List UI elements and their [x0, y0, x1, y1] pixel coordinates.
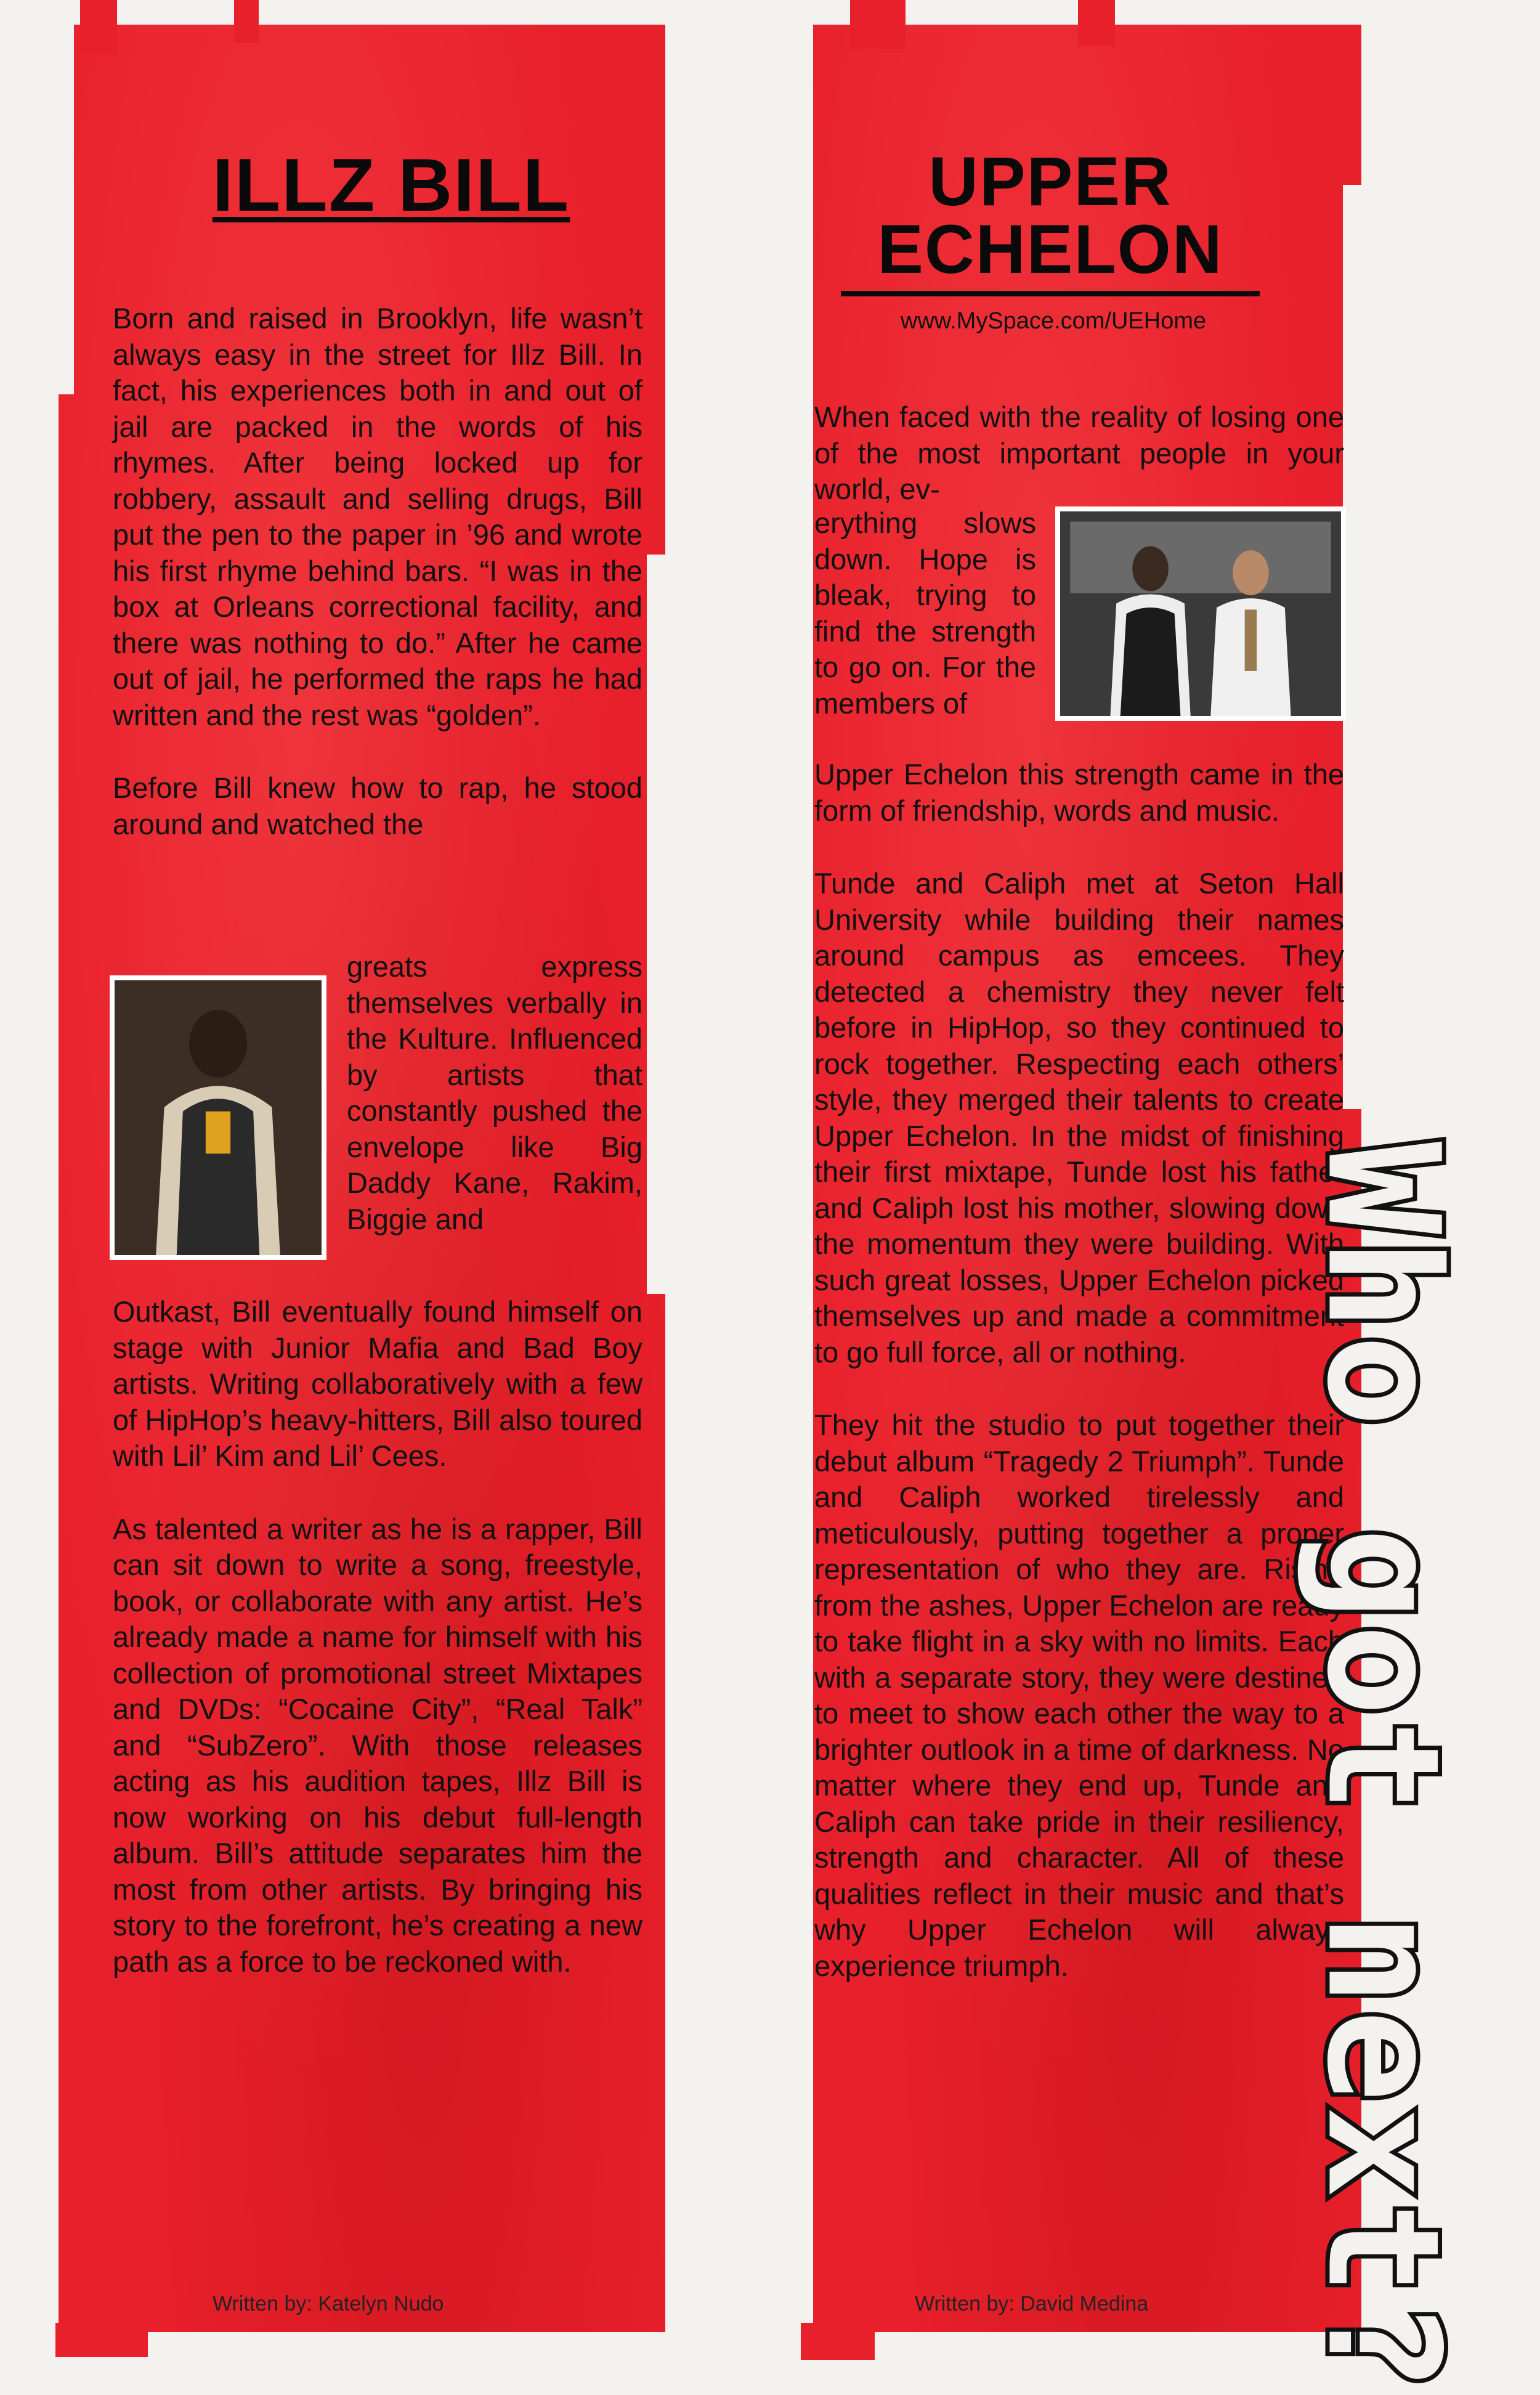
paint-drip — [801, 2323, 875, 2360]
illz-bill-text-block-1 — [113, 301, 642, 842]
illz-bill-photo — [110, 975, 326, 1260]
illz-bill-text-block-2 — [113, 1294, 642, 2017]
paint-drip — [234, 0, 259, 43]
illz-bill-paragraph-1: Born and raised in Brooklyn, life wasn’t always easy in the street for Illz Bill. In fact, his experiences both in and out of jail are packed in the words of his rhymes. After being locked up for robbery, assault and selling drugs, Bill put the pen to the paper in ’96 and wrote his first rhyme behind bars. “I was in the box at Orleans correctional facility, and there was nothing to do.” After he came out of jail, he performed the raps he had written and the rest was “golden”. — [113, 302, 642, 731]
upper-echelon-paragraph-1-beside: erything slows down. Hope is bleak, trying to find the strength to go on. For the members of — [814, 506, 1036, 720]
upper-echelon-paragraph-3: They hit the studio to put together their debut album “Tragedy 2 Triumph”. Tunde and Caliph worked tirelessly and meticulously, putting together a proper representation of who they are. Rising from the ashes, Upper Echelon are ready to take flight in a sky with no limits. Each with a separate story, they were destined to meet to show each other the way to a brighter outlook in a time of darkness. No matter where they end up, Tunde and Caliph can take pride in their resiliency, strength and character. All of these qualities reflect in their music and that’s why Upper Echelon will always experience triumph. — [814, 1409, 1344, 1982]
rough-edge — [55, 25, 74, 394]
upper-echelon-text-beside-photo — [814, 505, 1036, 722]
illz-bill-paragraph-2-beside: greats express themselves verbally in the Kulture. Influenced by artists that constantly pushed the envelope like Big Daddy Kane, Rakim, Biggie and — [347, 950, 642, 1235]
group-photo-icon — [1060, 511, 1341, 716]
person-photo-icon — [115, 980, 322, 1255]
upper-echelon-title-line1: UPPER — [928, 143, 1172, 220]
rough-edge — [1343, 185, 1364, 1109]
upper-echelon-paragraph-1-top: When faced with the reality of losing one of the most important people in your world, ev- — [814, 401, 1344, 505]
upper-echelon-website: www.MySpace.com/UEHome — [900, 308, 1207, 334]
illz-bill-title: ILLZ BILL — [212, 143, 570, 227]
paint-drip — [1078, 0, 1115, 46]
illz-bill-paragraph-3: As talented a writer as he is a rapper, Bill can sit down to write a song, freestyle, book, or collaborate with any artist. He’s already made a name for himself with his collection of promotional street Mixtapes and DVDs: “Cocaine City”, “Real Talk” and “SubZero”. With those releases acting as his audition tapes, Illz Bill is now working on his debut full-length album. Bill’s attitude separates him the most from other artists. By bringing his story to the forefront, he’s creating a new path as a force to be reckoned with. — [113, 1512, 642, 1978]
illz-bill-paragraph-2-top: Before Bill knew how to rap, he stood around and watched the — [113, 771, 642, 840]
illz-bill-paragraph-2-rest: Outkast, Bill eventually found himself on stage with Junior Mafia and Bad Boy artists. Writing collaboratively with a few of HipHop’s heavy-hitters, Bill also toured with Lil’ Kim and Lil’ Cees. — [113, 1295, 642, 1472]
illz-bill-text-beside-photo — [347, 949, 642, 1237]
upper-echelon-photo — [1055, 506, 1346, 721]
upper-echelon-title — [841, 143, 1260, 296]
who-got-next-heading: Who got next? — [1293, 1141, 1473, 2395]
paint-drip — [55, 2323, 148, 2357]
upper-echelon-credit: Written by: David Medina — [915, 2292, 1149, 2316]
side-heading-area — [1260, 1141, 1506, 2395]
illz-bill-credit: Written by: Katelyn Nudo — [213, 2292, 444, 2316]
upper-echelon-text-top — [814, 399, 1344, 508]
rough-edge — [647, 555, 668, 1294]
upper-echelon-paragraph-1-rest: Upper Echelon this strength came in the form of friendship, words and music. — [814, 758, 1344, 827]
paint-drip — [850, 0, 906, 49]
upper-echelon-title-line2: ECHELON — [877, 211, 1223, 288]
paint-drip — [80, 0, 117, 55]
upper-echelon-paragraph-2: Tunde and Caliph met at Seton Hall University while building their names around campus as emcees. They detected a chemistry they never felt before in HipHop, so they continued to rock together. Respecting each others’ style, they merged their talents to create Upper Echelon. In the midst of finishing their first mixtape, Tunde lost his father and Caliph lost his mother, slowing down the momentum they were building. With such great losses, Upper Echelon picked themselves up and made a commitment to go full force, all or nothing. — [814, 867, 1344, 1368]
